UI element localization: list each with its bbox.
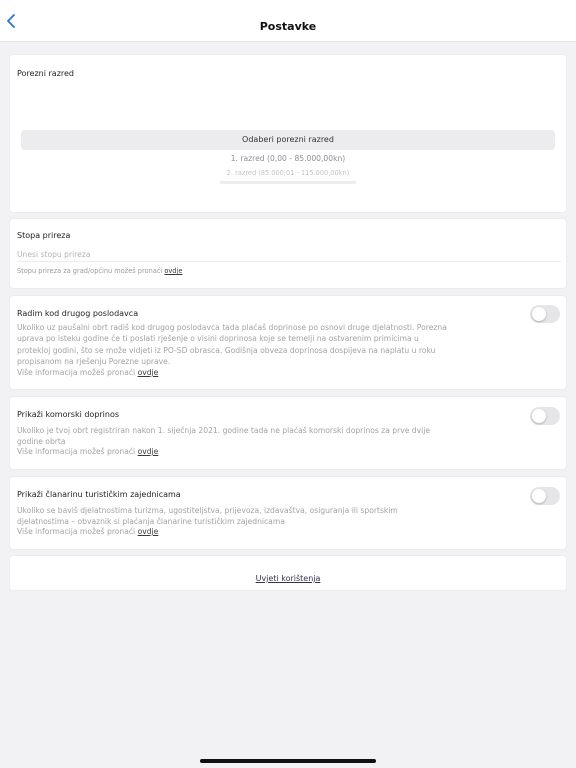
toggle-knob (532, 409, 546, 423)
chamber-contribution-more (17, 447, 158, 456)
chamber-contribution-toggle[interactable] (530, 407, 560, 425)
tax-bracket-picker-header: Odaberi porezni razred (21, 130, 555, 150)
surtax-hint-text: Stopu prireza za grad/općinu možeš pronaći (17, 267, 163, 275)
picker-faded-row (220, 181, 356, 184)
chamber-contribution-link[interactable]: ovdje (137, 447, 159, 456)
other-employer-toggle[interactable] (530, 305, 560, 323)
tourist-fee-title: Prikaži članarinu turističkim zajednicama (17, 490, 181, 499)
chamber-contribution-card (10, 397, 566, 469)
other-employer-title: Radim kod drugog poslodavca (17, 309, 139, 318)
other-employer-card (10, 296, 566, 389)
surtax-hint (17, 267, 182, 275)
more-info-text: Više informacija možeš pronaći (17, 527, 136, 536)
surtax-input-underline (17, 261, 561, 262)
home-indicator (200, 759, 376, 763)
tourist-fee-description: Ukoliko se baviš djelatnostima turizma, ugostiteljstva, prijevoza, izdavaštva, osiguranja ili sportskim djelatnostima – obvaznik si plaćanja članarine turističkim zajednicama (17, 506, 398, 527)
tax-bracket-card (10, 55, 566, 212)
nav-bar (0, 0, 576, 42)
surtax-card (10, 219, 566, 288)
more-info-text: Više informacija možeš pronaći (17, 447, 136, 456)
tax-bracket-option-1[interactable]: 1. razred (0,00 - 85.000,00kn) (230, 154, 346, 163)
tourist-fee-more (17, 527, 158, 536)
surtax-title: Stopa prireza (17, 231, 71, 240)
tourist-fee-card (10, 477, 566, 549)
tax-bracket-title: Porezni razred (17, 69, 75, 78)
page-title: Postavke (259, 20, 317, 33)
terms-card (10, 556, 566, 590)
toggle-knob (532, 489, 546, 503)
other-employer-link[interactable]: ovdje (137, 368, 159, 377)
toggle-knob (532, 307, 546, 321)
tourist-fee-toggle[interactable] (530, 487, 560, 505)
other-employer-more (17, 368, 158, 377)
tourist-fee-link[interactable]: ovdje (137, 527, 159, 536)
surtax-input[interactable] (17, 248, 557, 261)
tax-bracket-option-2[interactable]: 2. razred (85.000,01 - 115.000,00kn) (226, 169, 350, 177)
other-employer-description: Ukoliko uz paušalni obrt radiš kod drugog poslodavca tada plaćaš doprinose po osnovi druge djelatnosti. Porezna uprava po isteku godine će ti poslati rješenje o visini doprinosa koje se temelji na ostvarenim primicima u protekloj godini, što se može vidjeti iz PO-SD obrasca. Godišnja obveza doprinosa dospijeva na naplatu u roku propisanom na rješenju Porezne uprave. (17, 323, 447, 367)
more-info-text: Više informacija možeš pronaći (17, 368, 136, 377)
chamber-contribution-title: Prikaži komorski doprinos (17, 410, 120, 419)
terms-link[interactable]: Uvjeti korištenja (255, 574, 321, 583)
chamber-contribution-description: Ukoliko je tvoj obrt registriran nakon 1. siječnja 2021. godine tada ne plaćaš komorski doprinos za prve dvije godine obrta (17, 426, 431, 447)
surtax-hint-link[interactable]: ovdje (164, 267, 183, 275)
